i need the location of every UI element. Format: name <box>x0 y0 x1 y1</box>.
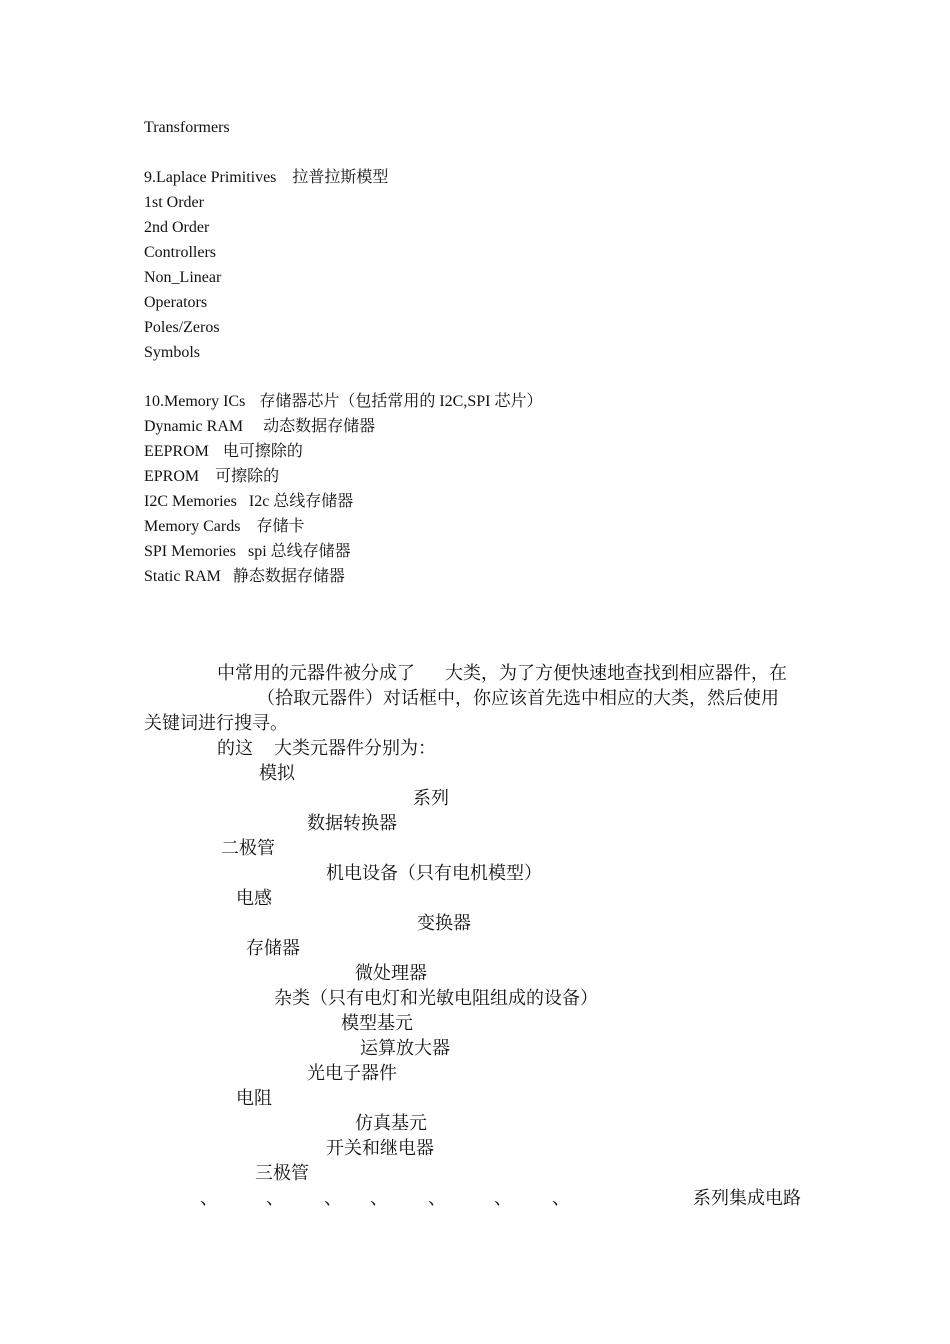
item-cn: 存储卡 <box>256 518 305 535</box>
category-item: 电感 <box>236 888 272 908</box>
category-item: 仿真基元 <box>355 1113 427 1133</box>
list-item: 2nd Order <box>144 219 210 236</box>
last-line-text: 系列集成电路 <box>693 1188 801 1208</box>
item-en: EPROM <box>144 468 200 485</box>
list-item <box>144 492 353 512</box>
category-item: 机电设备（只有电机模型） <box>326 863 542 883</box>
item-en: I2C Memories <box>144 493 237 510</box>
intro-line-1b: 大类，为了方便快速地查找到相应器件，在 <box>445 663 787 683</box>
separator: 、 <box>200 1188 218 1208</box>
item-cn: 电可擦除的 <box>222 443 303 460</box>
item-en: Static RAM <box>144 568 221 585</box>
intro-line-4a: 的这 <box>217 738 253 758</box>
category-item: 模拟 <box>259 763 295 783</box>
item-en: Memory Cards <box>144 518 241 535</box>
list-item: Poles/Zeros <box>144 319 220 336</box>
intro-line-2: （拾取元器件）对话框中，你应该首先选中相应的大类，然后使用 <box>257 688 779 708</box>
list-item: Operators <box>144 294 208 311</box>
list-item: Non_Linear <box>144 269 222 286</box>
separator: 、 <box>552 1188 570 1208</box>
category-item: 三极管 <box>255 1163 309 1183</box>
list-item <box>144 417 375 437</box>
list-item: Symbols <box>144 344 201 361</box>
separator: 、 <box>324 1188 342 1208</box>
category-item: 数据转换器 <box>307 813 397 833</box>
list-item <box>144 567 345 587</box>
separator: 、 <box>370 1188 388 1208</box>
item-en: SPI Memories <box>144 543 236 560</box>
transformers-heading: Transformers <box>144 119 230 136</box>
item-cn: 可擦除的 <box>215 468 280 485</box>
item-en: EEPROM <box>144 443 209 460</box>
category-item: 微处理器 <box>355 963 427 983</box>
category-item: 存储器 <box>246 938 300 958</box>
item-cn: 静态数据存储器 <box>232 568 345 585</box>
category-item: 开关和继电器 <box>326 1138 434 1158</box>
category-item: 运算放大器 <box>360 1038 450 1058</box>
list-item: 1st Order <box>144 194 204 211</box>
section9-heading-en: 9.Laplace Primitives <box>144 169 277 186</box>
intro-line-3: 关键词进行搜寻。 <box>144 713 288 733</box>
item-en: Dynamic RAM <box>144 418 244 435</box>
category-item: 杂类（只有电灯和光敏电阻组成的设备） <box>274 988 598 1008</box>
list-item <box>144 467 279 487</box>
category-item: 变换器 <box>417 913 471 933</box>
item-cn: spi 总线存储器 <box>248 543 351 560</box>
category-item: 电阻 <box>236 1088 272 1108</box>
intro-line-1a: 中常用的元器件被分成了 <box>217 663 415 683</box>
section9-heading-cn: 拉普拉斯模型 <box>292 169 389 186</box>
section9-heading <box>144 168 388 188</box>
separator: 、 <box>428 1188 446 1208</box>
intro-line-4b: 大类元器件分别为： <box>274 738 436 758</box>
separator: 、 <box>266 1188 284 1208</box>
list-item: Controllers <box>144 244 216 261</box>
section10-heading <box>144 392 542 412</box>
list-item <box>144 442 303 462</box>
category-item: 光电子器件 <box>307 1063 397 1083</box>
category-item: 模型基元 <box>341 1013 413 1033</box>
category-item: 二极管 <box>221 838 275 858</box>
category-item: 系列 <box>413 788 449 808</box>
list-item <box>144 517 304 537</box>
item-cn: 动态数据存储器 <box>263 418 376 435</box>
section10-heading-cn: 存储器芯片（包括常用的 I2C,SPI 芯片） <box>259 393 543 410</box>
item-cn: I2c 总线存储器 <box>248 493 354 510</box>
list-item <box>144 542 351 562</box>
section10-heading-en: 10.Memory ICs <box>144 393 246 410</box>
separator: 、 <box>494 1188 512 1208</box>
